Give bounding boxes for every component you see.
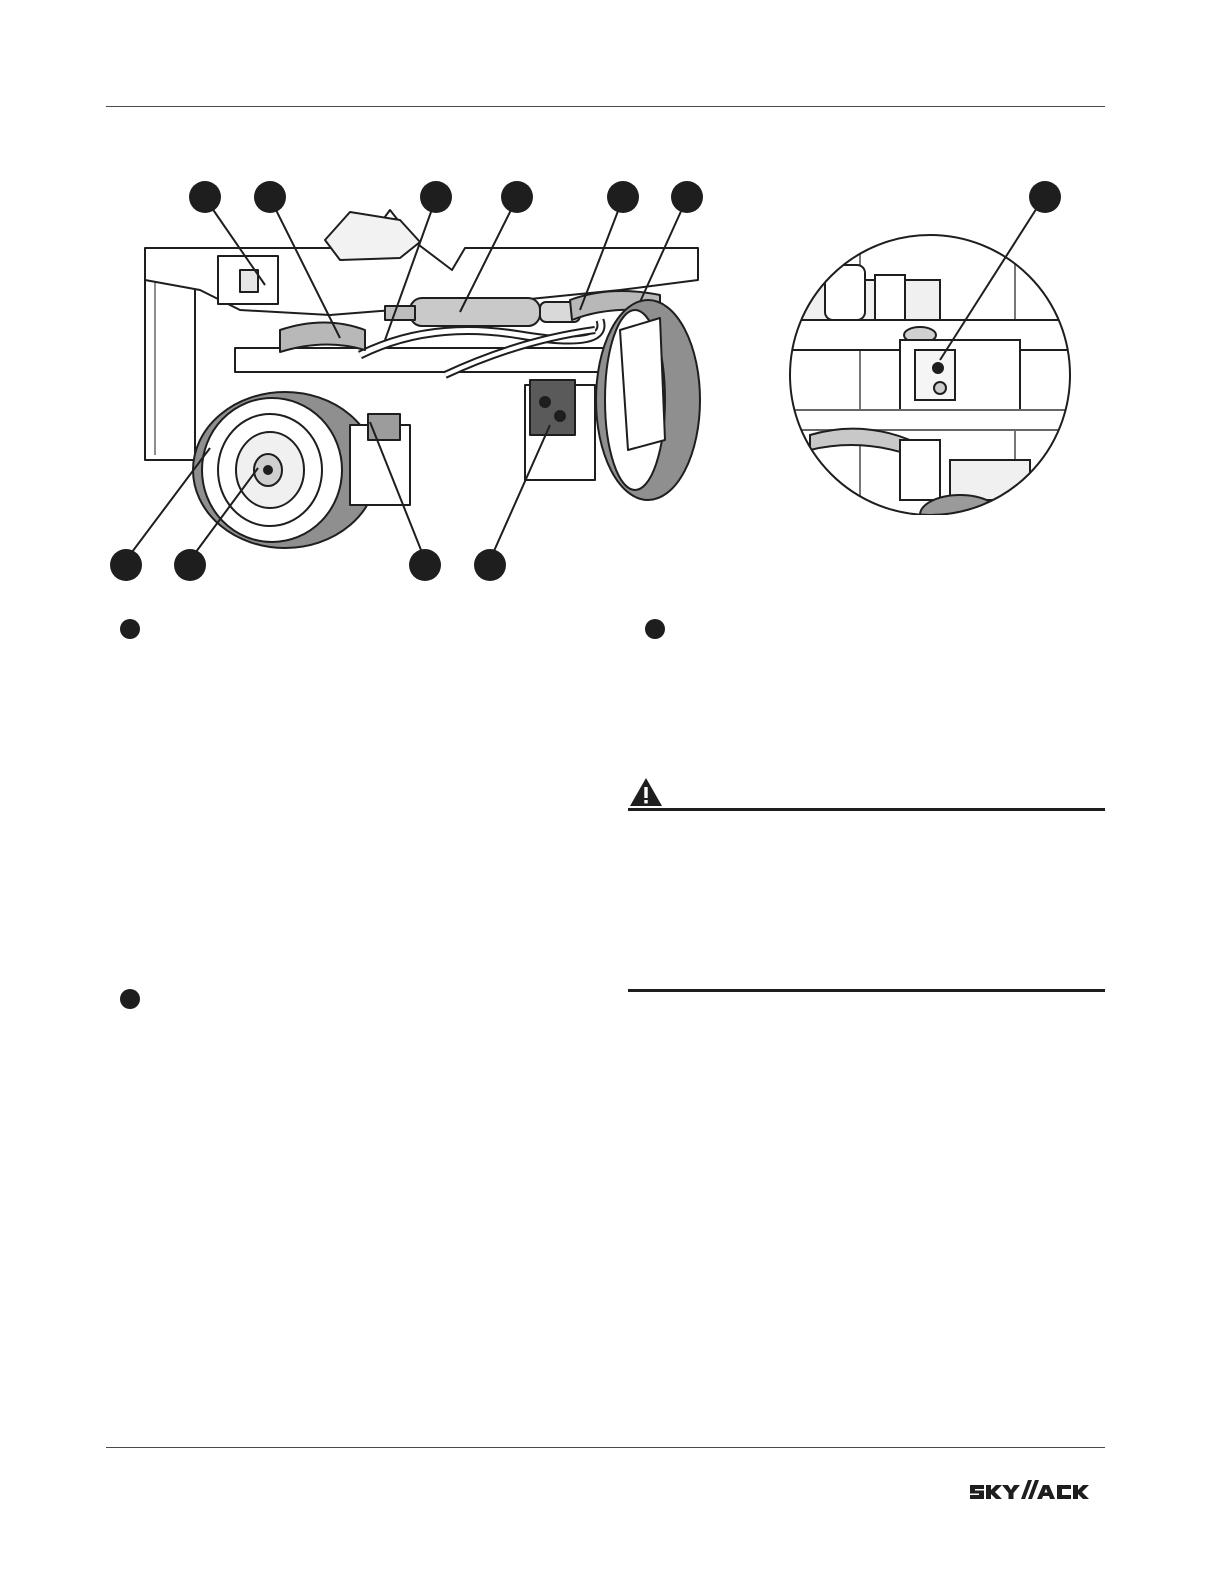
warning-end-rule xyxy=(628,989,1105,992)
callout-marker xyxy=(474,549,506,581)
callout-marker xyxy=(409,549,441,581)
skyjack-logo xyxy=(968,1478,1108,1506)
footer-rule xyxy=(106,1447,1105,1448)
cross-member xyxy=(235,348,645,372)
detail-inset-illustration xyxy=(780,170,1080,515)
steering-cylinder xyxy=(410,298,540,326)
header-rule xyxy=(106,106,1105,107)
callout-marker xyxy=(174,549,206,581)
filled-circle-bullet-icon xyxy=(645,619,665,639)
callout-marker xyxy=(189,181,221,213)
callout-marker xyxy=(1029,181,1061,213)
warning-header-bar xyxy=(628,808,1105,811)
filled-circle-bullet-icon xyxy=(120,619,140,639)
callout-marker xyxy=(607,181,639,213)
callout-marker xyxy=(254,181,286,213)
callout-marker xyxy=(501,181,533,213)
callout-marker xyxy=(420,181,452,213)
drive-assembly-illustration xyxy=(100,170,720,590)
warning-triangle-icon xyxy=(628,776,664,808)
filled-circle-bullet-icon xyxy=(120,989,140,1009)
callout-marker xyxy=(671,181,703,213)
grease-fitting xyxy=(933,363,943,373)
callout-marker xyxy=(110,549,142,581)
